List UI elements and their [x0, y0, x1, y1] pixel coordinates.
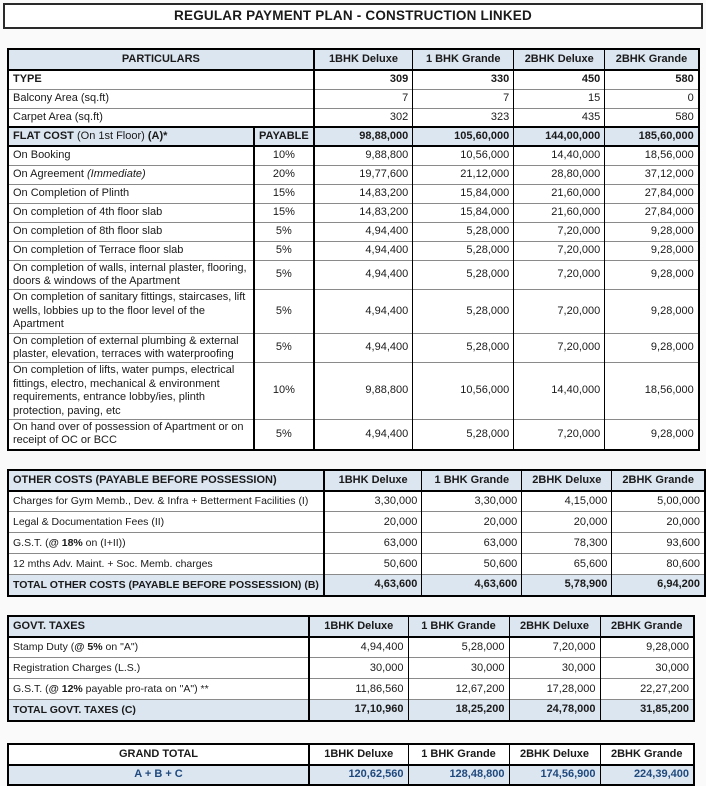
value-cell: 7,20,000 [514, 222, 605, 241]
row-label-cell [8, 679, 309, 700]
value-cell: 15,84,000 [413, 203, 514, 222]
value-cell: 18,56,000 [605, 146, 699, 165]
column-header-cell: 2BHK Deluxe [522, 470, 612, 491]
value-cell: 11,86,560 [309, 679, 408, 700]
row-label-cell: Registration Charges (L.S.) [8, 658, 309, 679]
payable-cell: 5% [254, 222, 314, 241]
value-cell: 14,83,200 [314, 203, 413, 222]
value-cell: 7,20,000 [514, 290, 605, 333]
value-cell: 30,000 [309, 658, 408, 679]
value-cell: 19,77,600 [314, 165, 413, 184]
column-header-cell: 1 BHK Grande [413, 49, 514, 70]
value-cell: 9,28,000 [600, 637, 694, 658]
section-header-cell: PARTICULARS [8, 49, 314, 70]
label-segment: Stamp Duty ( [13, 641, 75, 654]
payable-cell: 10% [254, 363, 314, 420]
value-cell: 14,40,000 [514, 146, 605, 165]
value-cell: 15 [514, 89, 605, 108]
label-segment: (On 1st Floor) [76, 129, 148, 142]
payable-cell: 5% [254, 260, 314, 290]
value-cell: 9,88,800 [314, 146, 413, 165]
value-cell: 580 [605, 70, 699, 89]
row-label-cell: On completion of walls, internal plaster, flooring, doors & windows of the Apartment [8, 260, 254, 290]
value-cell: 21,60,000 [514, 203, 605, 222]
value-cell: 63,000 [422, 533, 522, 554]
label-segment: G.S.T. ( [13, 536, 49, 549]
value-cell: 37,12,000 [605, 165, 699, 184]
value-cell: 5,28,000 [413, 290, 514, 333]
row-label-cell: TOTAL OTHER COSTS (PAYABLE BEFORE POSSESSION) (B) [8, 575, 324, 596]
row-label-cell: On completion of external plumbing & external plaster, elevation, terraces with waterproofing [8, 333, 254, 363]
value-cell: 224,39,400 [600, 765, 694, 785]
label-segment: G.S.T. ( [13, 682, 49, 695]
value-cell: 30,000 [600, 658, 694, 679]
value-cell: 435 [514, 108, 605, 127]
payable-cell: 15% [254, 184, 314, 203]
value-cell: 128,48,800 [408, 765, 509, 785]
payable-cell: 5% [254, 241, 314, 260]
value-cell: 15,84,000 [413, 184, 514, 203]
payable-cell: 5% [254, 333, 314, 363]
flat-cost-table [0, 48, 706, 451]
value-cell: 7,20,000 [514, 241, 605, 260]
value-cell: 17,28,000 [509, 679, 600, 700]
row-label-cell: On completion of 8th floor slab [8, 222, 254, 241]
row-label-cell: On Completion of Plinth [8, 184, 254, 203]
row-label-cell [8, 637, 309, 658]
other-costs-table [0, 469, 706, 597]
value-cell: 4,94,400 [309, 637, 408, 658]
value-cell: 17,10,960 [309, 700, 408, 721]
grand-total-table [0, 743, 706, 786]
column-header-cell: 2BHK Grande [600, 744, 694, 765]
row-label-cell: On completion of 4th floor slab [8, 203, 254, 222]
value-cell: 27,84,000 [605, 203, 699, 222]
value-cell: 5,28,000 [413, 222, 514, 241]
value-cell: 9,28,000 [605, 260, 699, 290]
row-label-cell [8, 533, 324, 554]
value-cell: 0 [605, 89, 699, 108]
column-header-cell: 1 BHK Grande [408, 744, 509, 765]
value-cell: 20,000 [612, 512, 705, 533]
value-cell: 30,000 [408, 658, 509, 679]
value-cell: 330 [413, 70, 514, 89]
payable-cell: PAYABLE [254, 127, 314, 146]
page-title: REGULAR PAYMENT PLAN - CONSTRUCTION LINKED [3, 3, 703, 29]
column-header-cell: 1 BHK Grande [422, 470, 522, 491]
value-cell: 9,28,000 [605, 222, 699, 241]
value-cell: 21,60,000 [514, 184, 605, 203]
row-label-cell: On Booking [8, 146, 254, 165]
row-label-cell: Carpet Area (sq.ft) [8, 108, 314, 127]
value-cell: 3,30,000 [422, 491, 522, 512]
value-cell: 7,20,000 [514, 260, 605, 290]
column-header-cell: 2BHK Grande [605, 49, 699, 70]
value-cell: 120,62,560 [309, 765, 408, 785]
payable-cell: 5% [254, 290, 314, 333]
value-cell: 5,28,000 [408, 637, 509, 658]
value-cell: 4,94,400 [314, 241, 413, 260]
value-cell: 18,56,000 [605, 363, 699, 420]
row-label-cell: On completion of lifts, water pumps, electrical fittings, electro, mechanical & environment requirements, entrance lobby/ies, plinth protection, paving, etc [8, 363, 254, 420]
value-cell: 14,40,000 [514, 363, 605, 420]
value-cell: 28,80,000 [514, 165, 605, 184]
value-cell: 174,56,900 [509, 765, 600, 785]
column-header-cell: 1BHK Deluxe [314, 49, 413, 70]
label-segment: (A)* [147, 129, 168, 142]
value-cell: 50,600 [324, 554, 422, 575]
value-cell: 63,000 [324, 533, 422, 554]
value-cell: 31,85,200 [600, 700, 694, 721]
value-cell: 6,94,200 [612, 575, 705, 596]
value-cell: 580 [605, 108, 699, 127]
row-label-cell [8, 127, 254, 146]
value-cell: 5,78,900 [522, 575, 612, 596]
value-cell: 105,60,000 [413, 127, 514, 146]
value-cell: 7 [314, 89, 413, 108]
value-cell: 5,28,000 [413, 241, 514, 260]
value-cell: 7,20,000 [514, 333, 605, 363]
column-header-cell: 1BHK Deluxe [309, 616, 408, 637]
row-label-cell: On completion of sanitary fittings, staircases, lift wells, lobbies up to the floor level of the Apartment [8, 290, 254, 333]
value-cell: 98,88,000 [314, 127, 413, 146]
value-cell: 10,56,000 [413, 363, 514, 420]
value-cell: 144,00,000 [514, 127, 605, 146]
label-segment: payable pro-rata on "A") ** [82, 682, 209, 695]
value-cell: 3,30,000 [324, 491, 422, 512]
label-segment: @ 12% [48, 682, 83, 695]
column-header-cell: 1 BHK Grande [408, 616, 509, 637]
row-label-cell: Balcony Area (sq.ft) [8, 89, 314, 108]
value-cell: 9,28,000 [605, 290, 699, 333]
value-cell: 27,84,000 [605, 184, 699, 203]
label-segment: on "A") [102, 641, 139, 654]
value-cell: 4,94,400 [314, 419, 413, 449]
value-cell: 21,12,000 [413, 165, 514, 184]
value-cell: 4,63,600 [422, 575, 522, 596]
payable-cell: 20% [254, 165, 314, 184]
column-header-cell: 1BHK Deluxe [324, 470, 422, 491]
label-segment: (Immediate) [87, 167, 146, 180]
row-label-cell: TOTAL GOVT. TAXES (C) [8, 700, 309, 721]
section-header-cell: GRAND TOTAL [8, 744, 309, 765]
value-cell: 5,00,000 [612, 491, 705, 512]
column-header-cell: 2BHK Deluxe [509, 616, 600, 637]
value-cell: 24,78,000 [509, 700, 600, 721]
row-label-cell: Legal & Documentation Fees (II) [8, 512, 324, 533]
value-cell: 4,94,400 [314, 290, 413, 333]
value-cell: 20,000 [522, 512, 612, 533]
value-cell: 20,000 [324, 512, 422, 533]
row-label-cell: On hand over of possession of Apartment or on receipt of OC or BCC [8, 419, 254, 449]
value-cell: 309 [314, 70, 413, 89]
value-cell: 4,15,000 [522, 491, 612, 512]
value-cell: 4,94,400 [314, 222, 413, 241]
value-cell: 4,94,400 [314, 333, 413, 363]
value-cell: 10,56,000 [413, 146, 514, 165]
row-label-cell: 12 mths Adv. Maint. + Soc. Memb. charges [8, 554, 324, 575]
column-header-cell: 2BHK Deluxe [509, 744, 600, 765]
column-header-cell: 1BHK Deluxe [309, 744, 408, 765]
value-cell: 18,25,200 [408, 700, 509, 721]
govt-taxes-table [0, 615, 706, 722]
value-cell: 9,28,000 [605, 419, 699, 449]
payable-cell: 5% [254, 419, 314, 449]
value-cell: 7,20,000 [509, 637, 600, 658]
value-cell: 5,28,000 [413, 260, 514, 290]
section-header-cell: GOVT. TAXES [8, 616, 309, 637]
column-header-cell: 2BHK Grande [612, 470, 705, 491]
label-segment: on (I+II)) [82, 536, 126, 549]
value-cell: 302 [314, 108, 413, 127]
column-header-cell: 2BHK Deluxe [514, 49, 605, 70]
value-cell: 450 [514, 70, 605, 89]
value-cell: 5,28,000 [413, 419, 514, 449]
label-segment: FLAT COST [13, 129, 77, 142]
section-header-cell: OTHER COSTS (PAYABLE BEFORE POSSESSION) [8, 470, 324, 491]
value-cell: 50,600 [422, 554, 522, 575]
value-cell: 9,28,000 [605, 241, 699, 260]
column-header-cell: 2BHK Grande [600, 616, 694, 637]
value-cell: 4,63,600 [324, 575, 422, 596]
row-label-cell [8, 165, 254, 184]
value-cell: 93,600 [612, 533, 705, 554]
value-cell: 80,600 [612, 554, 705, 575]
value-cell: 185,60,000 [605, 127, 699, 146]
value-cell: 323 [413, 108, 514, 127]
value-cell: 65,600 [522, 554, 612, 575]
row-label-cell: Charges for Gym Memb., Dev. & Infra + Betterment Facilities (I) [8, 491, 324, 512]
value-cell: 4,94,400 [314, 260, 413, 290]
value-cell: 30,000 [509, 658, 600, 679]
label-segment: @ 5% [74, 641, 103, 654]
value-cell: 5,28,000 [413, 333, 514, 363]
value-cell: 20,000 [422, 512, 522, 533]
payable-cell: 10% [254, 146, 314, 165]
value-cell: 7 [413, 89, 514, 108]
row-label-cell: A + B + C [8, 765, 309, 785]
label-segment: @ 18% [48, 536, 83, 549]
value-cell: 7,20,000 [514, 419, 605, 449]
row-label-cell: TYPE [8, 70, 314, 89]
value-cell: 22,27,200 [600, 679, 694, 700]
payable-cell: 15% [254, 203, 314, 222]
label-segment: On Agreement [13, 167, 87, 180]
value-cell: 12,67,200 [408, 679, 509, 700]
value-cell: 78,300 [522, 533, 612, 554]
value-cell: 14,83,200 [314, 184, 413, 203]
row-label-cell: On completion of Terrace floor slab [8, 241, 254, 260]
value-cell: 9,28,000 [605, 333, 699, 363]
value-cell: 9,88,800 [314, 363, 413, 420]
